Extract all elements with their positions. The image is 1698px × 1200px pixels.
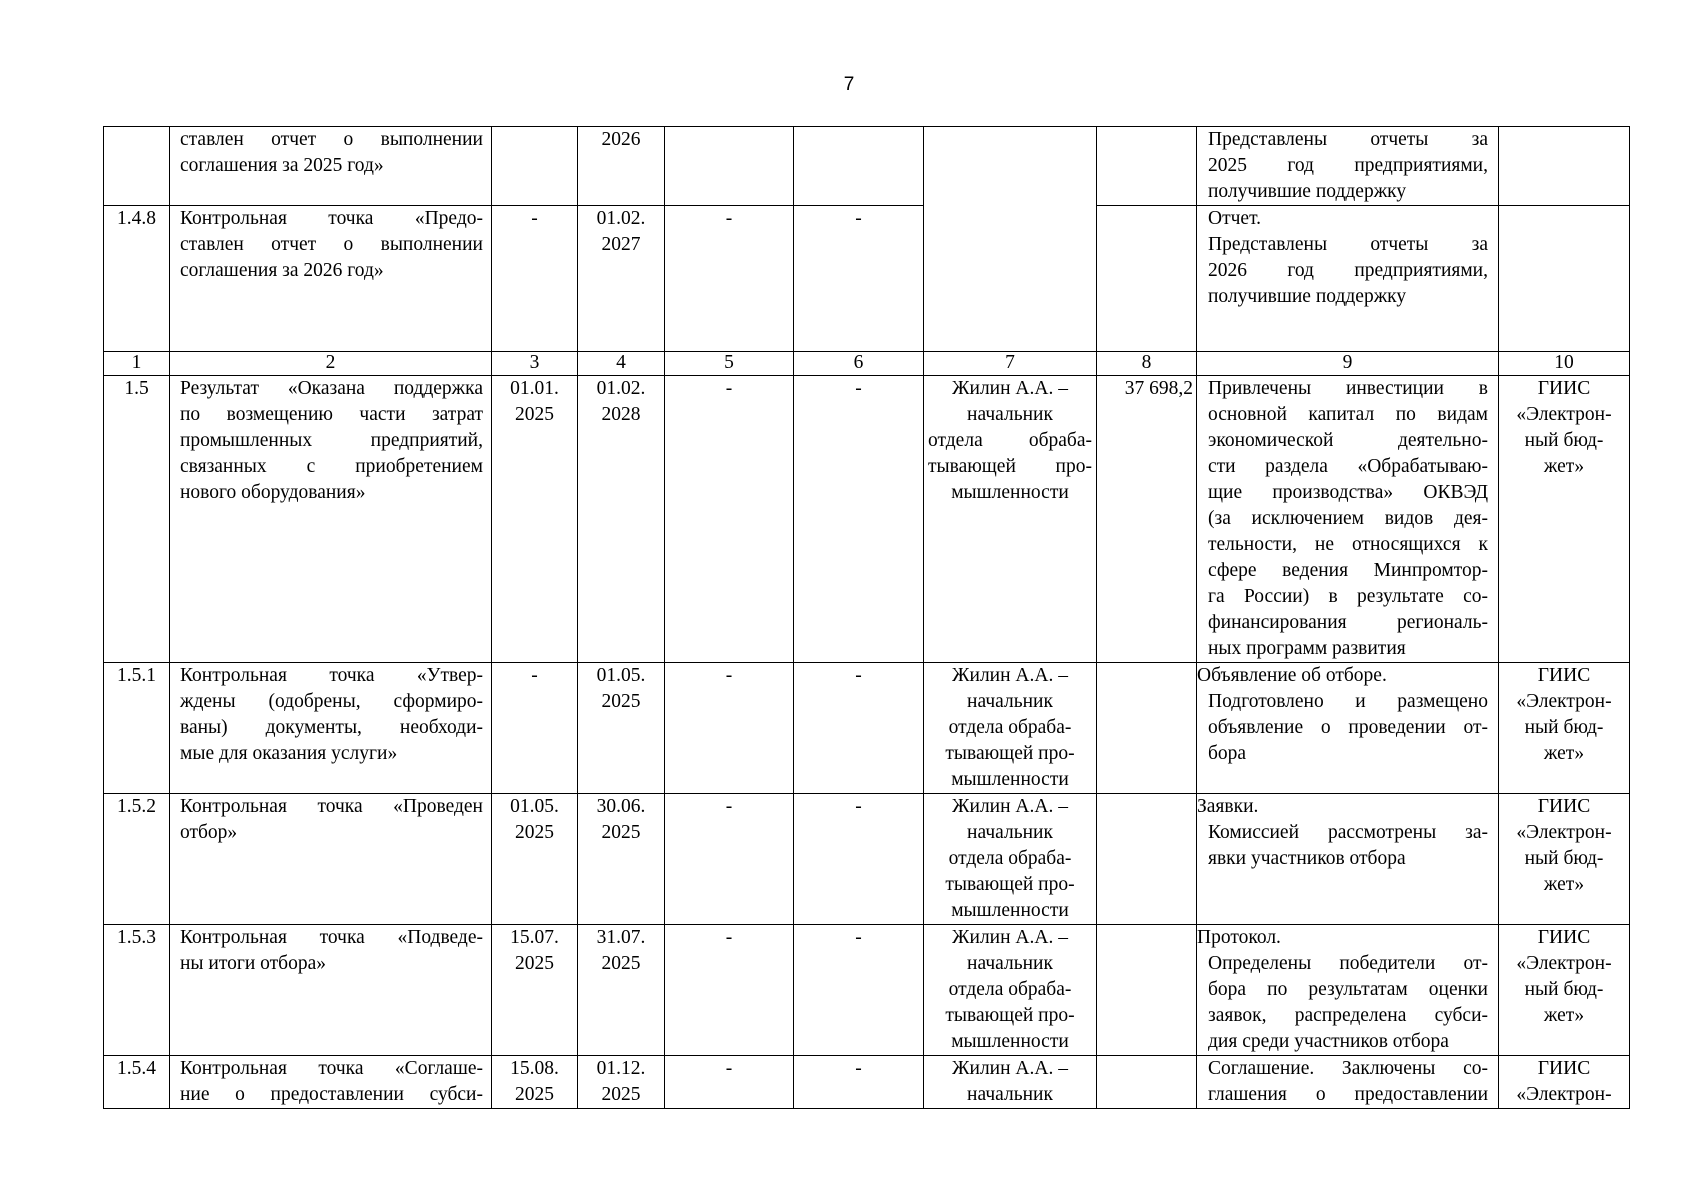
row-description: Результат «Оказана поддержка по возмещению части затрат промышленных предприятий, связанных с приобретением нового оборудования»: [170, 376, 492, 663]
end-date: 01.12. 2025: [578, 1056, 665, 1109]
row-number: 1.5.2: [104, 794, 170, 925]
amount-value: 37 698,2: [1097, 376, 1197, 663]
result-description: Представлены отчеты за 2025 год предприятиями, получившие поддержку: [1197, 127, 1499, 206]
col6-value: -: [794, 376, 924, 663]
row-description: Контрольная точка «Подведе- ны итоги отбора»: [170, 925, 492, 1056]
responsible-person: Жилин А.А. – начальник: [924, 1056, 1097, 1109]
col-number-8: 8: [1097, 352, 1197, 376]
responsible-cell-merged: [924, 127, 1097, 352]
col-number-5: 5: [665, 352, 794, 376]
col6-value: -: [794, 206, 924, 352]
source-cell: [1499, 127, 1630, 206]
col-number-9: 9: [1197, 352, 1499, 376]
col-number-2: 2: [170, 352, 492, 376]
end-date: 31.07. 2025: [578, 925, 665, 1056]
end-date: 30.06. 2025: [578, 794, 665, 925]
plan-table: [103, 126, 1630, 1109]
col-number-3: 3: [492, 352, 578, 376]
source-system: ГИИС «Электрон- ный бюд- жет»: [1499, 794, 1630, 925]
col5-value: -: [665, 794, 794, 925]
source-cell: [1499, 206, 1630, 352]
responsible-person: Жилин А.А. – начальник отдела обраба- тывающей про- мышленности: [924, 663, 1097, 794]
amount-cell: [1097, 127, 1197, 206]
responsible-person: Жилин А.А. – начальник отдела обраба- тывающей про- мышленности: [924, 794, 1097, 925]
source-system: ГИИС «Электрон-: [1499, 1056, 1630, 1109]
col-number-4: 4: [578, 352, 665, 376]
table-row-1-5-4: [104, 1056, 1630, 1109]
col5-value: -: [665, 376, 794, 663]
amount-cell: [1097, 206, 1197, 352]
amount-cell: [1097, 794, 1197, 925]
col6-value: -: [794, 663, 924, 794]
row-description: Контрольная точка «Утвер- ждены (одобрены, сформиро- ваны) документы, необходи- мые для оказания услуги»: [170, 663, 492, 794]
row-number: 1.5.3: [104, 925, 170, 1056]
table-row-1-5-1: [104, 663, 1630, 794]
col6-value: -: [794, 925, 924, 1056]
result-description: Привлечены инвестиции в основной капитал по видам экономической деятельно- сти раздела «Обрабатываю- щие производства» ОКВЭД (за исключением видов дея- тельности, не относящихся к сфере ведения Минпромтор- га России) в результате со- финансирования региональ- ных программ развития: [1197, 376, 1499, 663]
table-row-1-5-3: [104, 925, 1630, 1056]
row-number: 1.5.4: [104, 1056, 170, 1109]
col-number-6: 6: [794, 352, 924, 376]
col6-cell: [794, 127, 924, 206]
row-description: ставлен отчет о выполнении соглашения за 2025 год»: [170, 127, 492, 206]
row-description: Контрольная точка «Соглаше- ние о предоставлении субси-: [170, 1056, 492, 1109]
table-row-1-5-2: [104, 794, 1630, 925]
result-description: Соглашение. Заключены со- глашения о предоставлении: [1197, 1056, 1499, 1109]
col5-cell: [665, 127, 794, 206]
result-description: Объявление об отборе. Подготовлено и размещено объявление о проведении от- бора: [1197, 663, 1499, 794]
col-number-1: 1: [104, 352, 170, 376]
start-date: -: [492, 663, 578, 794]
table-row-continued: [104, 127, 1630, 206]
end-date: 01.02. 2028: [578, 376, 665, 663]
col5-value: -: [665, 925, 794, 1056]
col5-value: -: [665, 206, 794, 352]
start-date: 15.08. 2025: [492, 1056, 578, 1109]
end-date: 2026: [578, 127, 665, 206]
col6-value: -: [794, 794, 924, 925]
col5-value: -: [665, 1056, 794, 1109]
col-number-10: 10: [1499, 352, 1630, 376]
row-num-cell: [104, 127, 170, 206]
page-number: 7: [843, 74, 855, 95]
row-number: 1.5.1: [104, 663, 170, 794]
start-date: 15.07. 2025: [492, 925, 578, 1056]
start-date: 01.05. 2025: [492, 794, 578, 925]
start-date-cell: [492, 127, 578, 206]
table-row-1-4-8: [104, 206, 1630, 352]
table-row-1-5: [104, 376, 1630, 663]
start-date: 01.01. 2025: [492, 376, 578, 663]
amount-cell: [1097, 663, 1197, 794]
amount-cell: [1097, 925, 1197, 1056]
row-description: Контрольная точка «Предо- ставлен отчет о выполнении соглашения за 2026 год»: [170, 206, 492, 352]
end-date: 01.02. 2027: [578, 206, 665, 352]
col6-value: -: [794, 1056, 924, 1109]
result-description: Протокол. Определены победители от- бора по результатам оценки заявок, распределена субси- дия среди участников отбора: [1197, 925, 1499, 1056]
amount-cell: [1097, 1056, 1197, 1109]
end-date: 01.05. 2025: [578, 663, 665, 794]
responsible-person: Жилин А.А. – начальник отдела обраба- тывающей про- мышленности: [924, 925, 1097, 1056]
col5-value: -: [665, 663, 794, 794]
result-description: Заявки. Комиссией рассмотрены за- явки участников отбора: [1197, 794, 1499, 925]
col-number-7: 7: [924, 352, 1097, 376]
column-number-row: [104, 352, 1630, 376]
row-description: Контрольная точка «Проведен отбор»: [170, 794, 492, 925]
source-system: ГИИС «Электрон- ный бюд- жет»: [1499, 376, 1630, 663]
row-number: 1.4.8: [104, 206, 170, 352]
responsible-person: Жилин А.А. – начальник отдела обраба- тывающей про- мышленности: [924, 376, 1097, 663]
source-system: ГИИС «Электрон- ный бюд- жет»: [1499, 663, 1630, 794]
start-date: -: [492, 206, 578, 352]
row-number: 1.5: [104, 376, 170, 663]
source-system: ГИИС «Электрон- ный бюд- жет»: [1499, 925, 1630, 1056]
result-description: Отчет. Представлены отчеты за 2026 год предприятиями, получившие поддержку: [1197, 206, 1499, 352]
